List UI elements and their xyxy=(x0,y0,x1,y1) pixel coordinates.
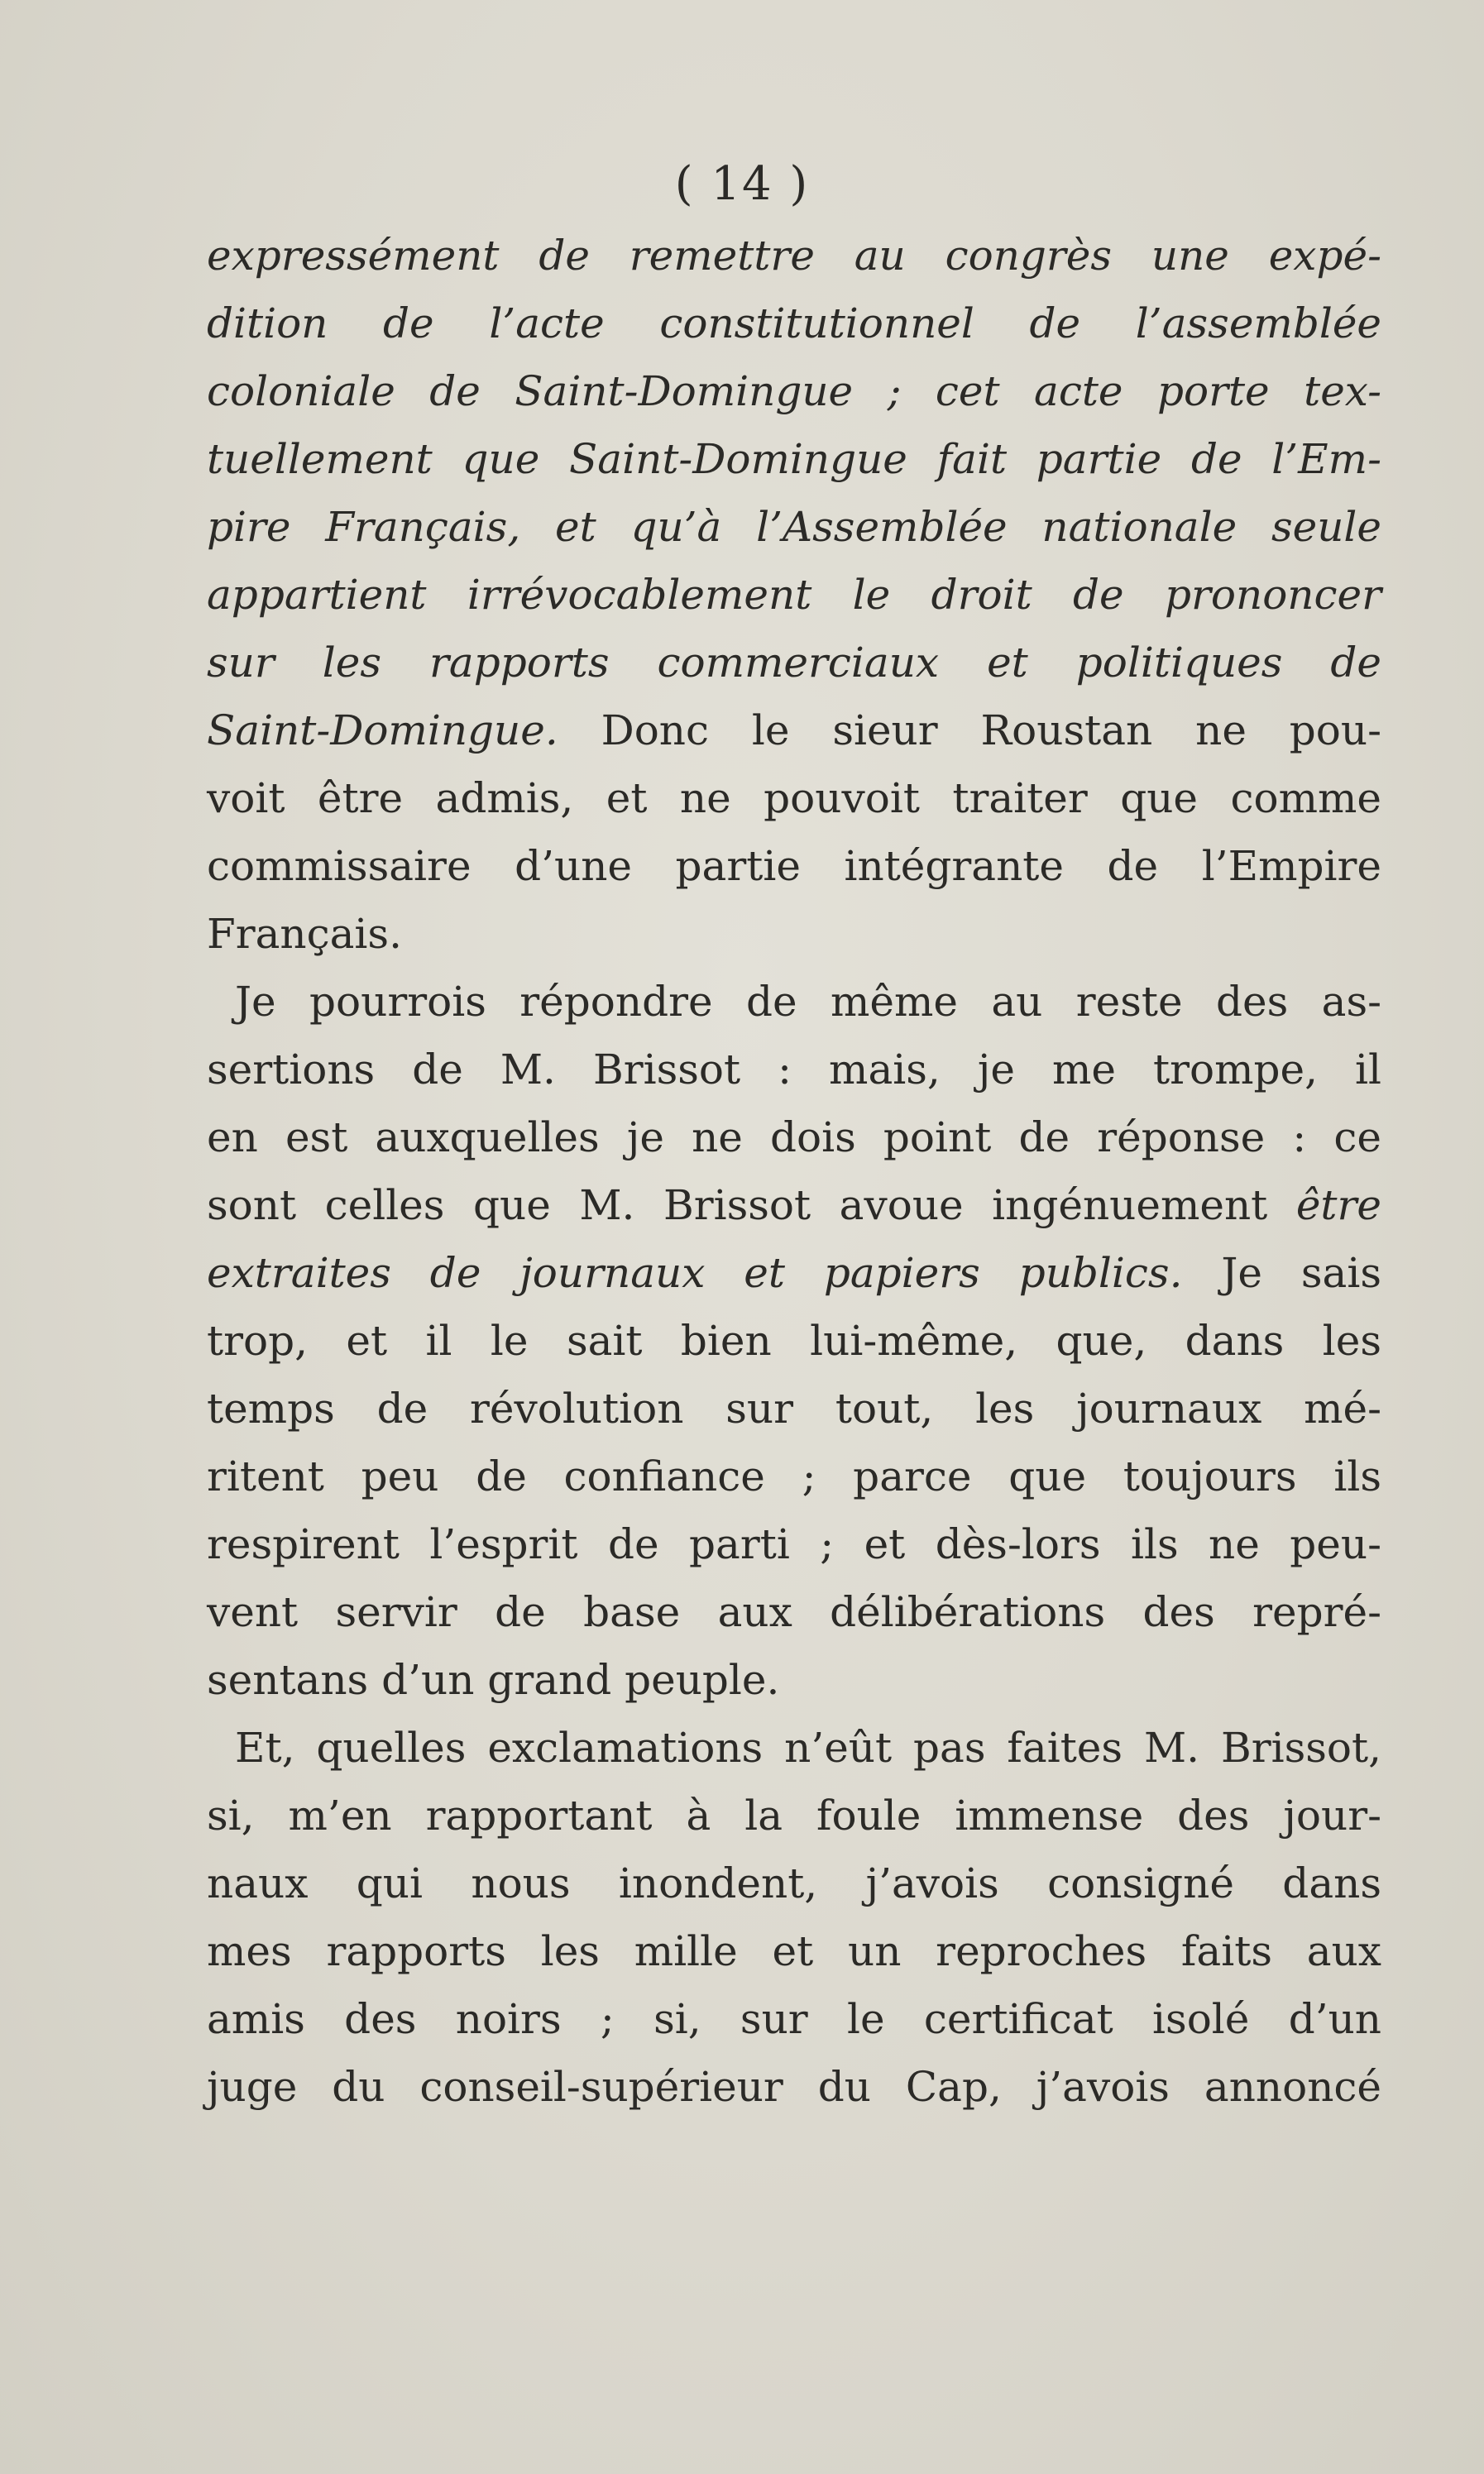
text-line xyxy=(207,1239,1381,1307)
text-line xyxy=(207,1510,1381,1578)
roman-text: en est auxquelles je ne dois point de réponse : ce xyxy=(207,1113,1381,1161)
italic-text: appartient irrévocablement le droit de prononcer xyxy=(207,571,1381,619)
text-line xyxy=(207,832,1381,900)
roman-text: voit être admis, et ne pouvoit traiter que comme xyxy=(207,774,1381,822)
text-line xyxy=(207,2053,1381,2121)
text-line xyxy=(207,1103,1381,1171)
roman-text: vent servir de base aux délibérations des repré- xyxy=(207,1588,1381,1636)
text-line xyxy=(207,1443,1381,1510)
text-line xyxy=(207,696,1381,764)
text-line xyxy=(207,1714,1381,1782)
roman-text: sertions de M. Brissot : mais, je me trompe, il xyxy=(207,1046,1381,1093)
italic-text: sur les rapports commerciaux et politiques de xyxy=(207,639,1381,687)
roman-text: sentans d’un grand peuple. xyxy=(207,1656,780,1704)
roman-text: ritent peu de confiance ; parce que toujours ils xyxy=(207,1452,1381,1500)
roman-text: juge du conseil-supérieur du Cap, j’avois annoncé xyxy=(207,2063,1381,2111)
text-line xyxy=(207,1036,1381,1103)
roman-text: naux qui nous inondent, j’avois consigné dans xyxy=(207,1859,1381,1907)
text-line xyxy=(207,561,1381,629)
text-line xyxy=(207,1985,1381,2053)
text-line xyxy=(207,764,1381,832)
roman-text: commissaire d’une partie intégrante de l’Empire xyxy=(207,842,1381,890)
body-text xyxy=(207,222,1381,2121)
text-line xyxy=(207,968,1381,1036)
text-line xyxy=(207,629,1381,696)
roman-text: amis des noirs ; si, sur le certificat isolé d’un xyxy=(207,1995,1381,2043)
roman-text: Je pourrois répondre de même au reste des as- xyxy=(235,978,1381,1026)
text-line xyxy=(207,1782,1381,1850)
text-line xyxy=(207,493,1381,561)
roman-text: trop, et il le sait bien lui-même, que, dans les xyxy=(207,1317,1381,1365)
text-line xyxy=(207,1917,1381,1985)
roman-text: Et, quelles exclamations n’eût pas faites M. Brissot, xyxy=(235,1724,1381,1772)
roman-text: respirent l’esprit de parti ; et dès-lors ils ne peu- xyxy=(207,1520,1381,1568)
italic-text: dition de l’acte constitutionnel de l’assemblée xyxy=(207,299,1381,347)
text-line xyxy=(207,425,1381,493)
italic-text: tuellement que Saint-Domingue fait partie de l’Em- xyxy=(207,435,1381,483)
page-number: ( 14 ) xyxy=(674,157,810,211)
text-line xyxy=(207,1578,1381,1646)
roman-text: temps de révolution sur tout, les journaux mé- xyxy=(207,1385,1381,1433)
text-line xyxy=(207,1375,1381,1443)
text-line xyxy=(207,290,1381,357)
italic-text: extraites de journaux et papiers publics. xyxy=(207,1249,1183,1297)
roman-text: si, m’en rapportant à la foule immense des jour- xyxy=(207,1792,1381,1840)
roman-text: Français. xyxy=(207,910,402,958)
text-line xyxy=(207,1646,1381,1714)
italic-text: Saint-Domingue. xyxy=(207,706,558,754)
roman-text: mes rapports les mille et un reproches faits aux xyxy=(207,1927,1381,1975)
roman-text: sont celles que M. Brissot avoue ingénuement xyxy=(207,1181,1296,1229)
text-line xyxy=(207,1307,1381,1375)
text-line xyxy=(207,222,1381,290)
text-line xyxy=(207,1850,1381,1917)
italic-text: pire Français, et qu’à l’Assemblée nationale seule xyxy=(207,503,1381,551)
text-line xyxy=(207,900,1381,968)
italic-text: expressément de remettre au congrès une expé- xyxy=(207,232,1381,280)
text-line xyxy=(207,1171,1381,1239)
roman-text: Je sais xyxy=(1182,1249,1381,1297)
text-line xyxy=(207,357,1381,425)
italic-text: coloniale de Saint-Domingue ; cet acte porte tex- xyxy=(207,367,1381,415)
italic-text: être xyxy=(1295,1181,1381,1229)
roman-text: Donc le sieur Roustan ne pou- xyxy=(558,706,1381,754)
